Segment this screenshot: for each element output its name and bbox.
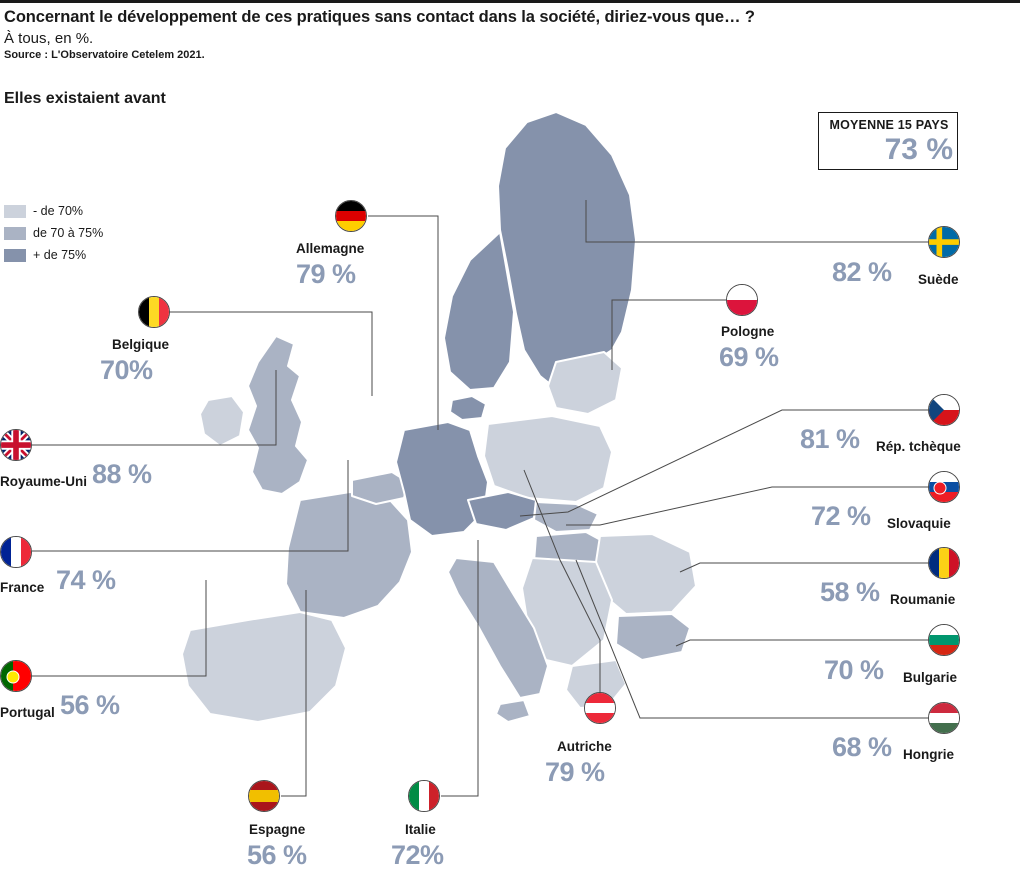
value-suede: 82 % bbox=[832, 257, 892, 287]
value-allemagne: 79 % bbox=[296, 259, 356, 289]
flag-hongrie bbox=[928, 702, 960, 734]
region-norway-west bbox=[444, 232, 514, 390]
value-pologne: 69 % bbox=[719, 342, 779, 372]
value-italie: 72% bbox=[391, 840, 444, 870]
label-espagne: Espagne bbox=[249, 822, 306, 837]
flag-allemagne bbox=[335, 200, 367, 232]
page-title: Concernant le développement de ces pratiques sans contact dans la société, diriez-vous que… ? bbox=[4, 8, 755, 26]
region-ireland bbox=[200, 396, 244, 446]
flag-royaume-uni bbox=[0, 429, 32, 461]
value-hongrie: 68 % bbox=[832, 732, 892, 762]
region-bulgaria bbox=[616, 614, 690, 660]
region-iberia bbox=[182, 612, 346, 722]
legend-label: - de 70% bbox=[33, 204, 84, 218]
label-rep-tcheque: Rép. tchèque bbox=[876, 439, 961, 454]
flag-portugal bbox=[0, 660, 32, 692]
region-slovakia bbox=[534, 502, 598, 532]
region-denmark bbox=[450, 396, 486, 420]
flag-rep-tcheque bbox=[928, 394, 960, 426]
flag-italie bbox=[408, 780, 440, 812]
region-scandinavia bbox=[498, 112, 636, 394]
label-hongrie: Hongrie bbox=[903, 747, 955, 762]
flag-pologne bbox=[726, 284, 758, 316]
top-rule bbox=[0, 0, 1020, 3]
average-value: 73 % bbox=[884, 133, 953, 166]
flag-france bbox=[0, 536, 32, 568]
label-portugal: Portugal bbox=[0, 705, 55, 720]
value-slovaquie: 72 % bbox=[811, 501, 871, 531]
value-portugal: 56 % bbox=[60, 690, 120, 720]
flag-suede bbox=[928, 226, 960, 258]
flag-autriche bbox=[584, 692, 616, 724]
label-royaume-uni: Royaume-Uni bbox=[0, 474, 88, 489]
region-sicily bbox=[496, 700, 530, 722]
label-allemagne: Allemagne bbox=[296, 241, 365, 256]
value-autriche: 79 % bbox=[545, 757, 605, 787]
flag-slovaquie bbox=[928, 471, 960, 503]
value-rep-tcheque: 81 % bbox=[800, 424, 860, 454]
label-france: France bbox=[0, 580, 45, 595]
label-belgique: Belgique bbox=[112, 337, 170, 352]
label-autriche: Autriche bbox=[557, 739, 612, 754]
label-italie: Italie bbox=[405, 822, 436, 837]
value-roumanie: 58 % bbox=[820, 577, 880, 607]
average-label: MOYENNE 15 PAYS bbox=[829, 118, 949, 132]
label-roumanie: Roumanie bbox=[890, 592, 956, 607]
portugal-emblem bbox=[7, 671, 20, 684]
legend-label: de 70 à 75% bbox=[33, 226, 104, 240]
flag-bulgarie bbox=[928, 624, 960, 656]
region-uk bbox=[248, 336, 308, 494]
label-slovaquie: Slovaquie bbox=[887, 516, 951, 531]
source-note: Source : L'Observatoire Cetelem 2021. bbox=[4, 49, 205, 61]
value-france: 74 % bbox=[56, 565, 116, 595]
flag-espagne bbox=[248, 780, 280, 812]
region-baltics bbox=[548, 352, 622, 414]
label-bulgarie: Bulgarie bbox=[903, 670, 958, 685]
region-france bbox=[286, 492, 412, 618]
flag-belgique bbox=[138, 296, 170, 328]
value-espagne: 56 % bbox=[247, 840, 307, 870]
flag-roumanie bbox=[928, 547, 960, 579]
value-bulgarie: 70 % bbox=[824, 655, 884, 685]
label-suede: Suède bbox=[918, 272, 959, 287]
label-pologne: Pologne bbox=[721, 324, 775, 339]
region-poland bbox=[484, 416, 612, 502]
slovakia-emblem bbox=[934, 482, 947, 495]
region-austria bbox=[456, 530, 536, 562]
section-title: Elles existaient avant bbox=[4, 90, 166, 107]
legend-label: + de 75% bbox=[33, 248, 87, 262]
value-royaume-uni: 88 % bbox=[92, 459, 152, 489]
page-subtitle: À tous, en %. bbox=[4, 30, 94, 47]
value-belgique: 70% bbox=[100, 355, 153, 385]
region-czech bbox=[468, 492, 536, 530]
